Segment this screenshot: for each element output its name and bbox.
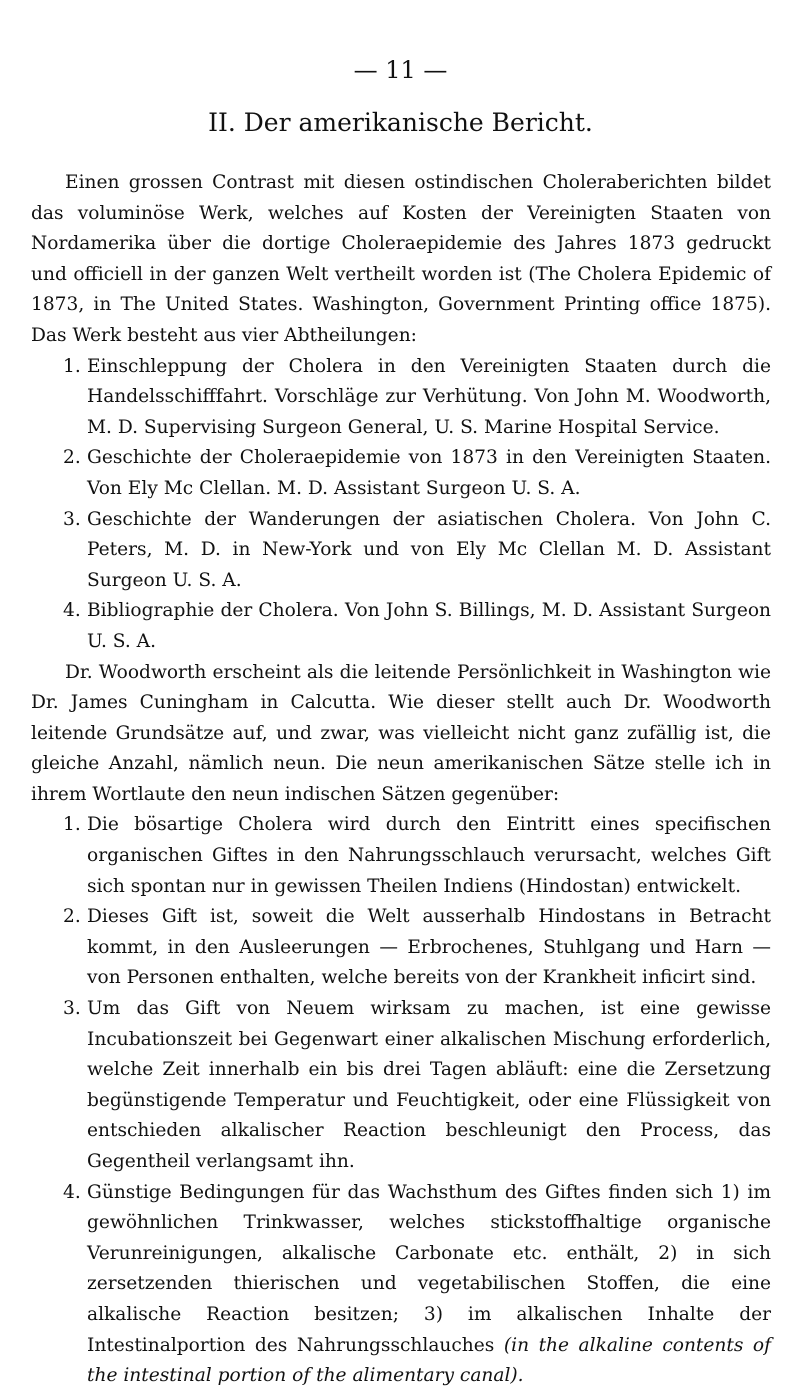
item-text: Geschichte der Choleraepidemie von 1873 in den Vereinigten Staaten. Von Ely Mc Clellan. M. D. Assistant Surgeon U. S. A. [87,447,771,499]
theses-list [31,810,771,1391]
list-item [31,1178,771,1392]
item-text: Um das Gift von Neuem wirksam zu machen, ist eine gewisse Incubationszeit bei Gegenwart einer alkalischen Mischung erforderlich, welche Zeit innerhalb ein bis drei Tagen abläuft: eine die Zersetzung begünstigende Temperatur und Feuchtigkeit, oder eine Flüssigkeit von entschieden alkalischer Reaction beschleunigt den Process, das Gegentheil verlangsamt ihn. [87,998,771,1172]
item-text: Einschleppung der Cholera in den Vereinigten Staaten durch die Handelsschifffahrt. Vorschläge zur Verhütung. Von John M. Woodworth, M. D. Supervising Surgeon General, U. S. Marine Hospital Service. [87,355,771,438]
middle-paragraph: Dr. Woodworth erscheint als die leitende Persönlichkeit in Washington wie Dr. James Cuningham in Calcutta. Wie dieser stellt auch Dr. Woodworth leitende Grundsätze auf, und zwar, was vielleicht nicht ganz zufällig ist, die gleiche Anzahl, nämlich neun. Die neun amerikanischen Sätze stelle ich in ihrem Wortlaute den neun indischen Sätzen gegenüber: [31,661,771,805]
intro-paragraph: Einen grossen Contrast mit diesen ostindischen Choleraberichten bildet das voluminöse Werk, welches auf Kosten der Vereinigten Staaten von Nordamerika über die dortige Choleraepidemie des Jahres 1873 gedruckt und officiell in der ganzen Welt vertheilt worden ist (The Cholera Epidemic of 1873, in The United States. Washington, Government Printing office 1875). Das Werk besteht aus vier Abtheilungen: [31,172,771,346]
page-number: — 11 — [353,56,448,84]
parts-list [31,352,771,658]
text-body [31,168,771,1392]
list-item [31,352,771,444]
list-item [31,810,771,902]
item-number: 1. [63,814,81,836]
list-item [31,443,771,504]
item-number: 3. [63,998,81,1020]
section-heading: II. Der amerikanische Bericht. [208,108,593,137]
item-text: Dieses Gift ist, soweit die Welt ausserhalb Hindostans in Betracht kommt, in den Ausleerungen — Erbrochenes, Stuhlgang und Harn — von Personen enthalten, welche bereits von der Krankheit inficirt sind. [87,906,771,989]
item-number: 3. [63,508,81,530]
italic-english-text: (in the alkaline contents of the intestinal portion of the alimentary canal). [87,1334,771,1387]
item-number: 4. [63,1181,81,1203]
list-item [31,505,771,597]
item-text: Geschichte der Wanderungen der asiatischen Cholera. Von John C. Peters, M. D. in New-York und von Ely Mc Clellan M. D. Assistant Surgeon U. S. A. [87,508,771,591]
list-item [31,994,771,1178]
item-text: Günstige Bedingungen für das Wachsthum des Giftes finden sich 1) im gewöhnlichen Trinkwasser, welches stickstoffhaltige organische Verunreinigungen, alkalische Carbonate etc. enthält, 2) in sich zersetzenden thierischen und vegetabilischen Stoffen, die eine alkalische Reaction besitzen; 3) im alkalischen Inhalte der Intestinalportion des Nahrungsschlauches [87,1181,771,1356]
item-text: Die bösartige Cholera wird durch den Eintritt eines specifischen organischen Giftes in den Nahrungsschlauch verursacht, welches Gift sich spontan nur in gewissen Theilen Indiens (Hindostan) entwickelt. [87,814,771,897]
item-number: 2. [63,447,81,469]
list-item [31,596,771,657]
item-number: 4. [63,600,81,622]
item-number: 2. [63,906,81,928]
item-text: Bibliographie der Cholera. Von John S. Billings, M. D. Assistant Surgeon U. S. A. [87,600,771,652]
list-item [31,902,771,994]
item-number: 1. [63,355,81,377]
